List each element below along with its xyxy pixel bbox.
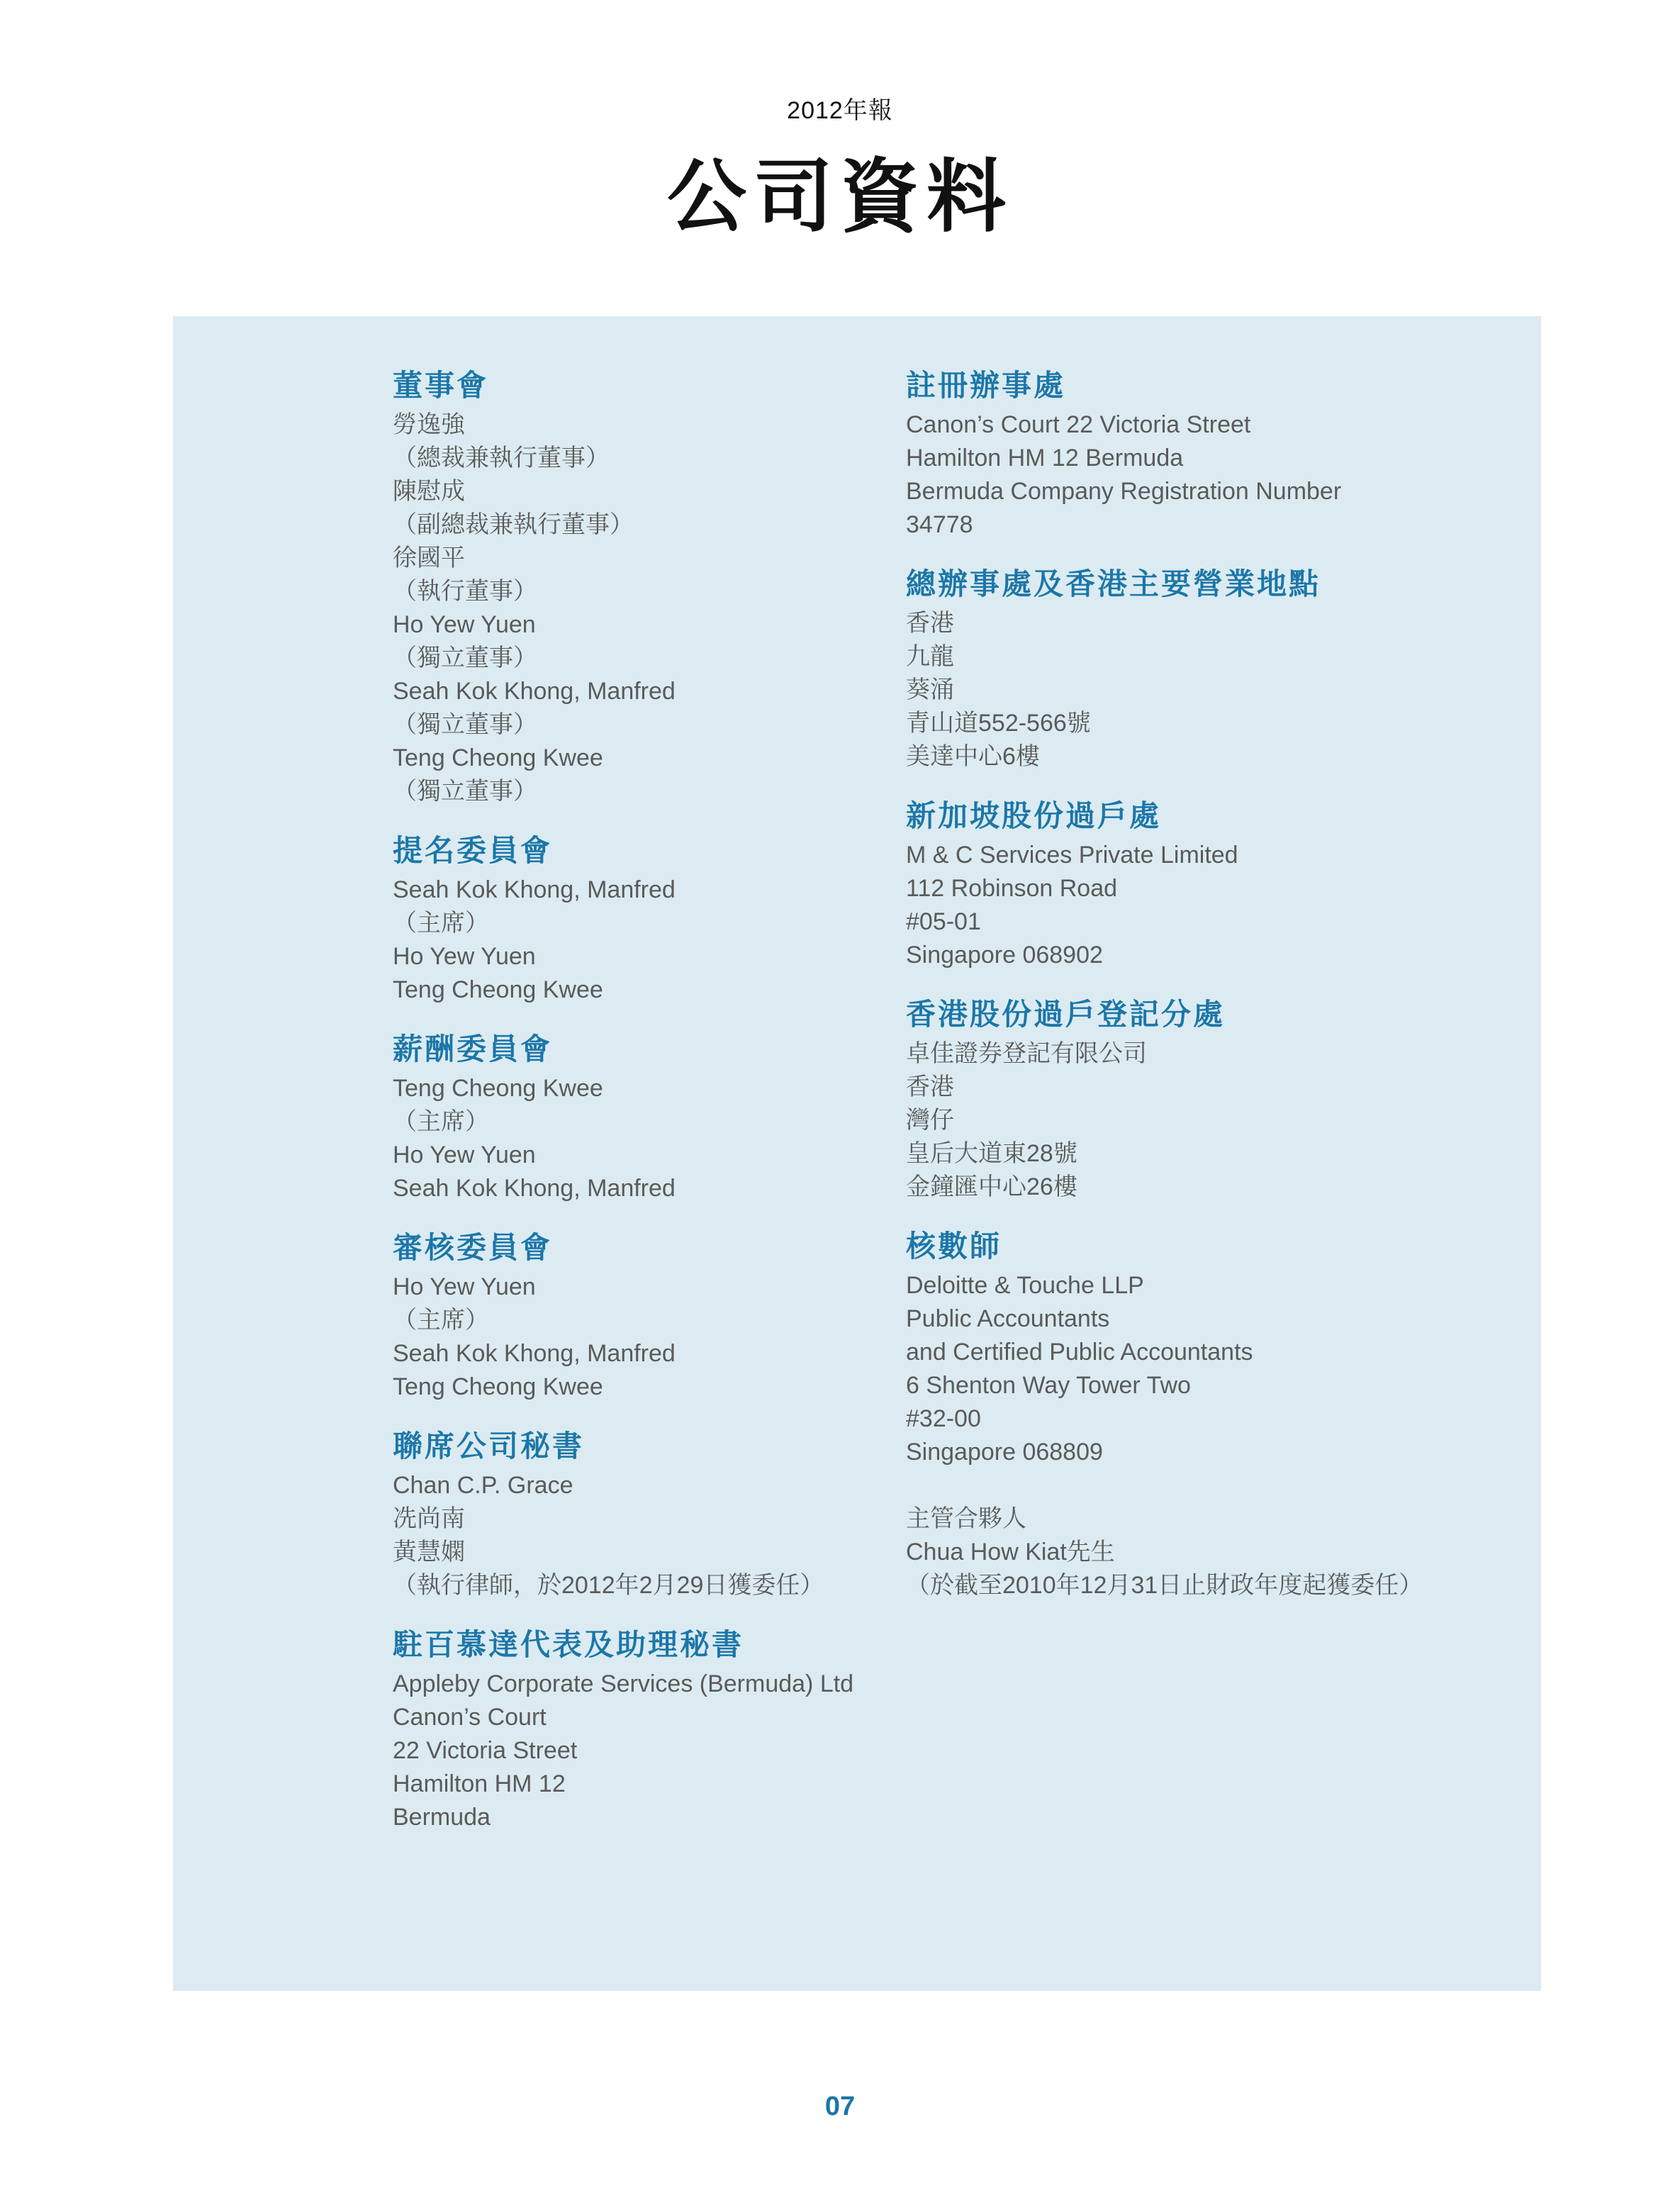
line: and Certified Public Accountants — [906, 1339, 1253, 1366]
section-bermuda-representative — [393, 1625, 903, 1834]
line: 青山道552-566號 — [906, 710, 1091, 737]
line: Bermuda Company Registration Number — [906, 478, 1342, 505]
section-heading: 聯席公司秘書 — [393, 1429, 585, 1463]
line: 香港 — [906, 1073, 954, 1100]
line: Seah Kok Khong, Manfred — [393, 1175, 676, 1202]
report-year: 2012年報 — [787, 97, 893, 124]
line: 皇后大道東28號 — [906, 1140, 1077, 1167]
section-heading: 總辦事處及香港主要營業地點 — [906, 566, 1321, 601]
section-remuneration-committee — [393, 1029, 903, 1205]
line: Singapore 068902 — [906, 942, 1103, 969]
line: Ho Yew Yuen — [393, 1142, 536, 1168]
line: 九龍 — [906, 643, 954, 670]
left-column — [393, 366, 903, 1857]
section-auditors — [906, 1227, 1487, 1602]
section-nomination-committee — [393, 831, 903, 1007]
section-hk-share-registrar — [906, 995, 1487, 1204]
line: Ho Yew Yuen — [393, 1273, 536, 1300]
line: （獨立董事） — [393, 644, 537, 671]
line: 黃慧嫻 — [393, 1539, 465, 1565]
page-number: 07 — [824, 2092, 856, 2121]
line: Canon’s Court 22 Victoria Street — [906, 411, 1251, 438]
line: 灣仔 — [906, 1107, 954, 1134]
line: （主席） — [393, 910, 489, 937]
line: 徐國平 — [393, 545, 465, 571]
line: （主席） — [393, 1108, 489, 1135]
line: Teng Cheong Kwee — [393, 1373, 603, 1400]
line: Seah Kok Khong, Manfred — [393, 678, 676, 705]
line: 金鐘匯中心26樓 — [906, 1173, 1077, 1200]
line: （獨立董事） — [393, 778, 537, 805]
line: （總裁兼執行董事） — [393, 445, 610, 471]
section-board — [393, 366, 903, 808]
line: 美達中心6樓 — [906, 743, 1040, 770]
line: 冼尚南 — [393, 1505, 465, 1532]
line: 葵涌 — [906, 676, 954, 703]
line: （於截至2010年12月31日止財政年度起獲委任） — [906, 1572, 1423, 1599]
section-registered-office — [906, 366, 1487, 542]
section-heading: 提名委員會 — [393, 833, 553, 868]
line: Chan C.P. Grace — [393, 1472, 573, 1499]
section-singapore-share-registrar — [906, 796, 1487, 972]
line: Public Accountants — [906, 1305, 1110, 1332]
line: （獨立董事） — [393, 711, 537, 738]
section-joint-company-secretaries — [393, 1427, 903, 1602]
section-heading: 核數師 — [906, 1229, 1002, 1263]
line: 卓佳證券登記有限公司 — [906, 1040, 1147, 1067]
line: Hamilton HM 12 — [393, 1770, 566, 1797]
section-heading: 香港股份過戶登記分處 — [906, 997, 1226, 1032]
line: 陳慰成 — [393, 478, 465, 505]
section-audit-committee — [393, 1228, 903, 1404]
section-heading: 審核委員會 — [393, 1230, 553, 1265]
line: Seah Kok Khong, Manfred — [393, 876, 676, 903]
section-head-office — [906, 564, 1487, 774]
section-heading: 董事會 — [393, 368, 489, 403]
line: 112 Robinson Road — [906, 875, 1118, 902]
line: Hamilton HM 12 Bermuda — [906, 445, 1184, 471]
page-title: 公司資料 — [667, 151, 1013, 243]
line: Ho Yew Yuen — [393, 611, 536, 638]
right-column — [906, 366, 1487, 1625]
line: 22 Victoria Street — [393, 1737, 578, 1764]
line: Teng Cheong Kwee — [393, 744, 603, 771]
line: （執行董事） — [393, 578, 537, 605]
line: （主席） — [393, 1307, 489, 1334]
line: Ho Yew Yuen — [393, 943, 536, 970]
line: （副總裁兼執行董事） — [393, 511, 634, 538]
line: 香港 — [906, 610, 954, 637]
line: M & C Services Private Limited — [906, 842, 1238, 869]
line: Teng Cheong Kwee — [393, 976, 603, 1003]
section-heading: 駐百慕達代表及助理秘書 — [393, 1627, 744, 1662]
section-heading: 薪酬委員會 — [393, 1032, 553, 1066]
line: #32-00 — [906, 1405, 981, 1432]
line: 勞逸強 — [393, 411, 465, 438]
line: Canon’s Court — [393, 1704, 547, 1731]
section-heading: 新加坡股份過戶處 — [906, 798, 1162, 833]
line: 6 Shenton Way Tower Two — [906, 1372, 1191, 1399]
line: Chua How Kiat先生 — [906, 1539, 1115, 1565]
section-heading: 註冊辦事處 — [906, 368, 1066, 403]
line: 34778 — [906, 511, 973, 538]
line: Teng Cheong Kwee — [393, 1075, 603, 1102]
line: 主管合夥人 — [906, 1505, 1026, 1532]
line: Singapore 068809 — [906, 1439, 1103, 1466]
line: （執行律師，於2012年2月29日獲委任） — [393, 1572, 824, 1599]
line: Bermuda — [393, 1804, 491, 1831]
line: Seah Kok Khong, Manfred — [393, 1340, 676, 1367]
line: Appleby Corporate Services (Bermuda) Ltd — [393, 1670, 854, 1697]
line: #05-01 — [906, 908, 981, 935]
line: Deloitte & Touche LLP — [906, 1272, 1144, 1299]
